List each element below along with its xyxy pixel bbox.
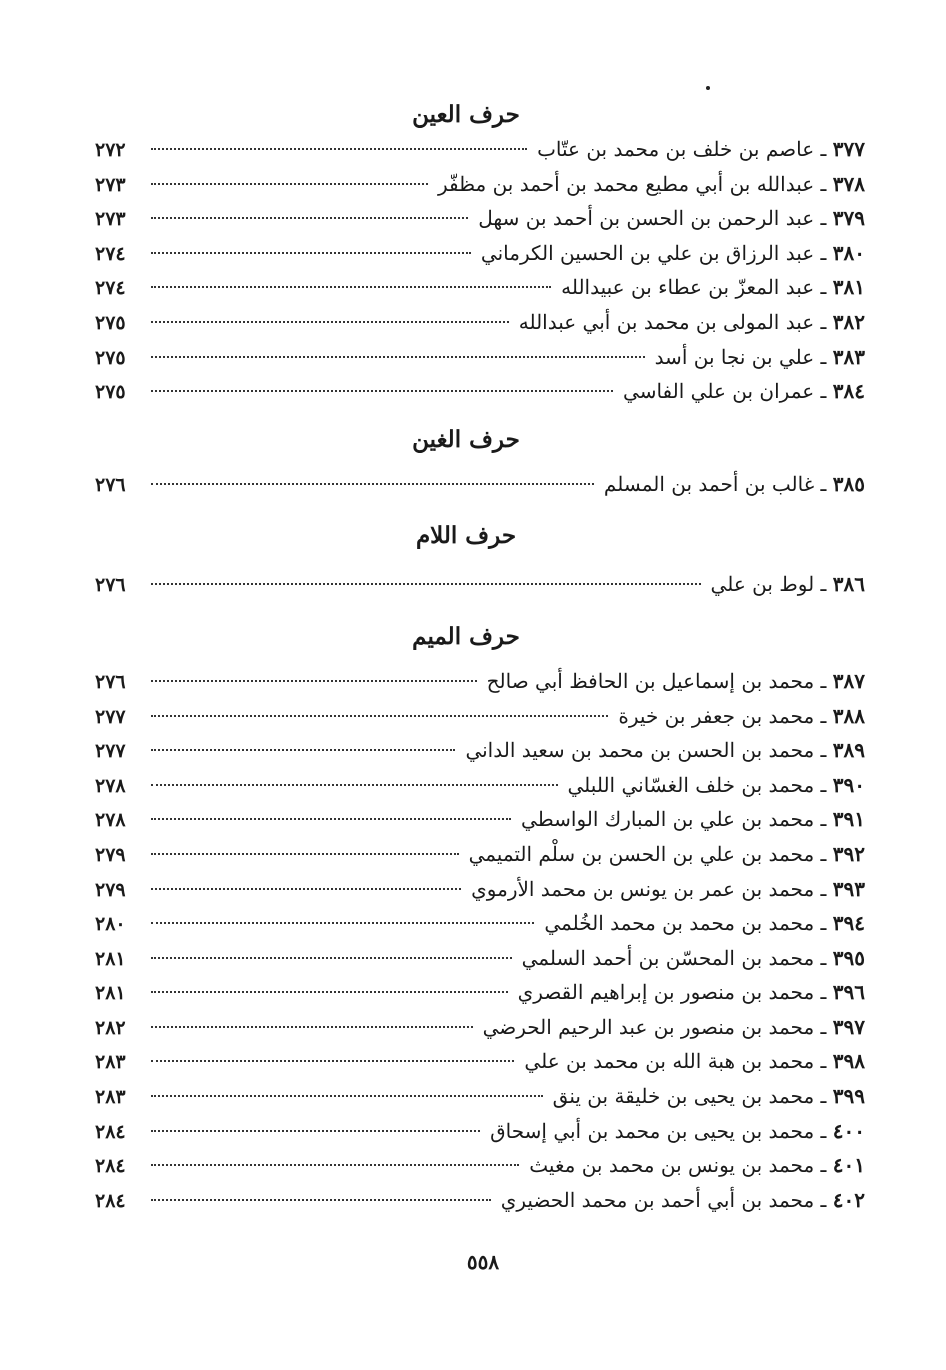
footer-page-number: ٥٥٨ xyxy=(466,1250,500,1274)
entry-page-number: ٢٨٠ xyxy=(95,913,126,936)
index-entry: ٣٨٩ ـ محمد بن الحسن بن محمد بن سعيد الداني ٢٧٧ xyxy=(95,733,865,768)
entry-page-number: ٢٧٦ xyxy=(95,574,126,597)
entry-name: عبد المعزّ بن عطاء بن عبيدالله xyxy=(561,275,815,300)
entry-page-number: ٢٧٥ xyxy=(95,381,126,404)
dot-leader xyxy=(151,818,511,820)
entry-name: محمد بن هبة الله بن محمد بن علي xyxy=(524,1049,815,1074)
entry-page-number: ٢٧٤ xyxy=(95,277,126,300)
entry-number: ٣٨٧ xyxy=(832,668,865,693)
entry-page-number: ٢٨٤ xyxy=(95,1120,126,1143)
index-entry: ٣٧٩ ـ عبد الرحمن بن الحسن بن أحمد بن سهل ٢٧٣ xyxy=(95,201,865,236)
entry-number: ٤٠٠ xyxy=(832,1118,865,1143)
entry-name: عاصم بن خلف بن محمد بن عتّاب xyxy=(537,137,815,161)
entry-page-number: ٢٧٨ xyxy=(95,774,126,797)
entry-name: محمد بن جعفر بن خيرة xyxy=(618,703,815,728)
entry-name: محمد بن منصور بن عبد الرحيم الحرضي xyxy=(482,1014,815,1039)
section-title-meem: حرف الميم xyxy=(412,622,520,650)
entry-number: ٣٩٢ xyxy=(832,841,865,866)
ink-dot xyxy=(706,86,710,90)
entry-page-number: ٢٧٥ xyxy=(95,346,126,369)
entry-page-number: ٢٧٩ xyxy=(95,843,126,866)
index-entry: ٣٩٤ ـ محمد بن محمد بن محمد الخُلمي ٢٨٠ xyxy=(95,906,865,941)
dot-leader xyxy=(151,1164,519,1166)
entry-name: محمد بن عمر بن يونس بن محمد الأرموي xyxy=(471,876,815,901)
index-entry: ٣٩٣ ـ محمد بن عمر بن يونس بن محمد الأرموي ٢٧٩ xyxy=(95,872,865,907)
entry-page-number: ٢٨٣ xyxy=(95,1051,126,1074)
dot-leader xyxy=(151,957,512,959)
entry-name: علي بن نجا بن أسد xyxy=(654,344,815,369)
entry-number: ٤٠١ xyxy=(832,1153,865,1178)
section-title-lam: حرف اللام xyxy=(415,522,517,550)
entry-name: محمد بن أبي أحمد بن محمد الحضيري xyxy=(500,1187,815,1212)
entry-number: ٣٩٤ xyxy=(832,911,865,936)
entry-name: عبد الرحمن بن الحسن بن أحمد بن سهل xyxy=(478,206,815,231)
entry-page-number: ٢٨١ xyxy=(95,947,126,970)
entry-name: محمد بن يحيى بن محمد بن أبي إسحاق xyxy=(490,1118,815,1143)
dot-leader xyxy=(151,888,461,890)
entry-name: محمد بن محمد بن محمد الخُلمي xyxy=(544,911,815,936)
dot-leader xyxy=(151,1095,543,1097)
section-ghain-list xyxy=(95,467,865,502)
dot-leader xyxy=(151,1026,473,1028)
section-ain-list xyxy=(95,132,865,409)
dot-leader xyxy=(151,1199,491,1201)
entry-page-number: ٢٨١ xyxy=(95,982,126,1005)
index-entry: ٤٠٠ ـ محمد بن يحيى بن محمد بن أبي إسحاق ٢٨٤ xyxy=(95,1114,865,1149)
entry-name: محمد بن يحيى بن خليقة بن ينق xyxy=(552,1084,815,1109)
entry-name: محمد بن الحسن بن محمد بن سعيد الداني xyxy=(465,738,815,763)
dot-leader xyxy=(151,715,608,717)
index-entry: ٣٩٦ ـ محمد بن منصور بن إبراهيم القصري ٢٨١ xyxy=(95,975,865,1010)
entry-page-number: ٢٨٢ xyxy=(95,1016,126,1039)
dot-leader xyxy=(151,922,534,924)
entry-page-number: ٢٧٦ xyxy=(95,473,126,496)
dot-leader xyxy=(151,483,594,485)
entry-name: محمد بن منصور بن إبراهيم القصري xyxy=(517,980,815,1005)
dot-leader xyxy=(151,1130,480,1132)
index-entry: ٣٩٨ ـ محمد بن هبة الله بن محمد بن علي ٢٨٣ xyxy=(95,1044,865,1079)
index-entry: ٣٨٦ ـ لوط بن علي ٢٧٦ xyxy=(95,567,865,602)
entry-number: ٣٨٩ xyxy=(832,738,865,763)
index-entry: ٤٠١ ـ محمد بن يونس بن محمد بن مغيث ٢٨٤ xyxy=(95,1148,865,1183)
dot-leader xyxy=(151,390,613,392)
index-entry: ٣٨٨ ـ محمد بن جعفر بن خيرة ٢٧٧ xyxy=(95,699,865,734)
entry-page-number: ٢٧٣ xyxy=(95,208,126,231)
entry-number: ٣٧٩ xyxy=(832,206,865,231)
entry-page-number: ٢٨٤ xyxy=(95,1189,126,1212)
entry-number: ٣٩٠ xyxy=(832,772,865,797)
entry-number: ٣٩٩ xyxy=(832,1084,865,1109)
entry-page-number: ٢٨٤ xyxy=(95,1155,126,1178)
entry-number: ٣٨٠ xyxy=(832,240,865,265)
entry-number: ٣٨٤ xyxy=(832,379,865,404)
entry-number: ٤٠٢ xyxy=(832,1187,865,1212)
index-entry: ٤٠٢ ـ محمد بن أبي أحمد بن محمد الحضيري ٢٨٤ xyxy=(95,1183,865,1218)
index-entry: ٣٨١ ـ عبد المعزّ بن عطاء بن عبيدالله ٢٧٤ xyxy=(95,270,865,305)
entry-page-number: ٢٨٣ xyxy=(95,1086,126,1109)
entry-page-number: ٢٧٨ xyxy=(95,809,126,832)
section-lam-list xyxy=(95,567,865,602)
entry-name: لوط بن علي xyxy=(710,572,815,597)
entry-page-number: ٢٧٥ xyxy=(95,311,126,334)
section-title-ghain: حرف الغين xyxy=(412,425,520,453)
entry-page-number: ٢٧٧ xyxy=(95,705,126,728)
entry-name: عبد الرزاق بن علي بن الحسين الكرماني xyxy=(480,240,815,265)
entry-number: ٣٨٨ xyxy=(832,703,865,728)
entry-page-number: ٢٧٣ xyxy=(95,173,126,196)
section-title-ain: حرف العين xyxy=(412,101,520,128)
index-entry: ٣٩٥ ـ محمد بن المحسّن بن أحمد السلمي ٢٨١ xyxy=(95,941,865,976)
entry-number: ٣٩١ xyxy=(832,807,865,832)
entry-number: ٣٨٣ xyxy=(832,344,865,369)
index-entry: ٣٨٧ ـ محمد بن إسماعيل بن الحافظ أبي صالح ٢٧٦ xyxy=(95,664,865,699)
index-entry: ٣٩٢ ـ محمد بن علي بن الحسن بن سلْم التميمي ٢٧٩ xyxy=(95,837,865,872)
dot-leader xyxy=(151,183,428,185)
index-entry: ٣٨٥ ـ غالب بن أحمد بن المسلم ٢٧٦ xyxy=(95,467,865,502)
section-meem-list xyxy=(95,664,865,1218)
dot-leader xyxy=(151,991,508,993)
entry-number: ٣٩٧ xyxy=(832,1014,865,1039)
entry-page-number: ٢٧٤ xyxy=(95,242,126,265)
entry-number: ٣٨٥ xyxy=(832,471,865,496)
index-content xyxy=(95,98,865,1217)
entry-name: محمد بن خلف الغسّاني اللبلي xyxy=(567,772,815,797)
dot-leader xyxy=(151,853,459,855)
entry-page-number: ٢٧٦ xyxy=(95,670,126,693)
index-entry: ٣٧٧ ـ عاصم بن خلف بن محمد بن عتّاب ٢٧٢ xyxy=(95,132,865,167)
entry-number: ٣٧٨ xyxy=(832,171,865,196)
entry-number: ٣٨٦ xyxy=(832,572,865,597)
index-entry: ٣٨٤ ـ عمران بن علي الفاسي ٢٧٥ xyxy=(95,374,865,409)
entry-name: محمد بن إسماعيل بن الحافظ أبي صالح xyxy=(486,668,815,693)
dot-leader xyxy=(151,680,477,682)
index-entry: ٣٩١ ـ محمد بن علي بن المبارك الواسطي ٢٧٨ xyxy=(95,802,865,837)
entry-page-number: ٢٧٢ xyxy=(95,139,126,161)
entry-name: غالب بن أحمد بن المسلم xyxy=(603,471,815,496)
index-entry: ٣٩٧ ـ محمد بن منصور بن عبد الرحيم الحرضي ٢٨٢ xyxy=(95,1010,865,1045)
index-entry: ٣٨٢ ـ عبد المولى بن محمد بن أبي عبدالله ٢٧٥ xyxy=(95,305,865,340)
dot-leader xyxy=(151,1060,514,1062)
entry-number: ٣٩٦ xyxy=(832,980,865,1005)
index-entry: ٣٩٩ ـ محمد بن يحيى بن خليقة بن ينق ٢٨٣ xyxy=(95,1079,865,1114)
entry-name: محمد بن المحسّن بن أحمد السلمي xyxy=(521,945,815,970)
index-entry: ٣٩٠ ـ محمد بن خلف الغسّاني اللبلي ٢٧٨ xyxy=(95,768,865,803)
dot-leader xyxy=(151,286,551,288)
index-entry: ٣٨٣ ـ علي بن نجا بن أسد ٢٧٥ xyxy=(95,340,865,375)
index-entry: ٣٧٨ ـ عبدالله بن أبي مطيع محمد بن أحمد بن مظفّر ٢٧٣ xyxy=(95,167,865,202)
dot-leader xyxy=(151,356,645,358)
entry-number: ٣٧٧ xyxy=(832,137,865,161)
dot-leader xyxy=(151,217,468,219)
entry-number: ٣٩٨ xyxy=(832,1049,865,1074)
entry-name: عبدالله بن أبي مطيع محمد بن أحمد بن مظفّر xyxy=(437,171,815,196)
entry-name: عبد المولى بن محمد بن أبي عبدالله xyxy=(518,309,815,334)
entry-name: محمد بن يونس بن محمد بن مغيث xyxy=(529,1153,815,1178)
index-entry: ٣٨٠ ـ عبد الرزاق بن علي بن الحسين الكرماني ٢٧٤ xyxy=(95,236,865,271)
entry-page-number: ٢٧٧ xyxy=(95,740,126,763)
entry-name: محمد بن علي بن المبارك الواسطي xyxy=(521,807,815,832)
dot-leader xyxy=(151,148,527,150)
entry-page-number: ٢٧٩ xyxy=(95,878,126,901)
entry-name: عمران بن علي الفاسي xyxy=(623,379,815,404)
entry-number: ٣٨١ xyxy=(832,275,865,300)
dot-leader xyxy=(151,321,509,323)
entry-name: محمد بن علي بن الحسن بن سلْم التميمي xyxy=(468,841,815,866)
entry-number: ٣٩٣ xyxy=(832,876,865,901)
dot-leader xyxy=(151,784,558,786)
entry-number: ٣٨٢ xyxy=(832,309,865,334)
dot-leader xyxy=(151,583,701,585)
dot-leader xyxy=(151,252,471,254)
entry-number: ٣٩٥ xyxy=(832,945,865,970)
dot-leader xyxy=(151,749,455,751)
